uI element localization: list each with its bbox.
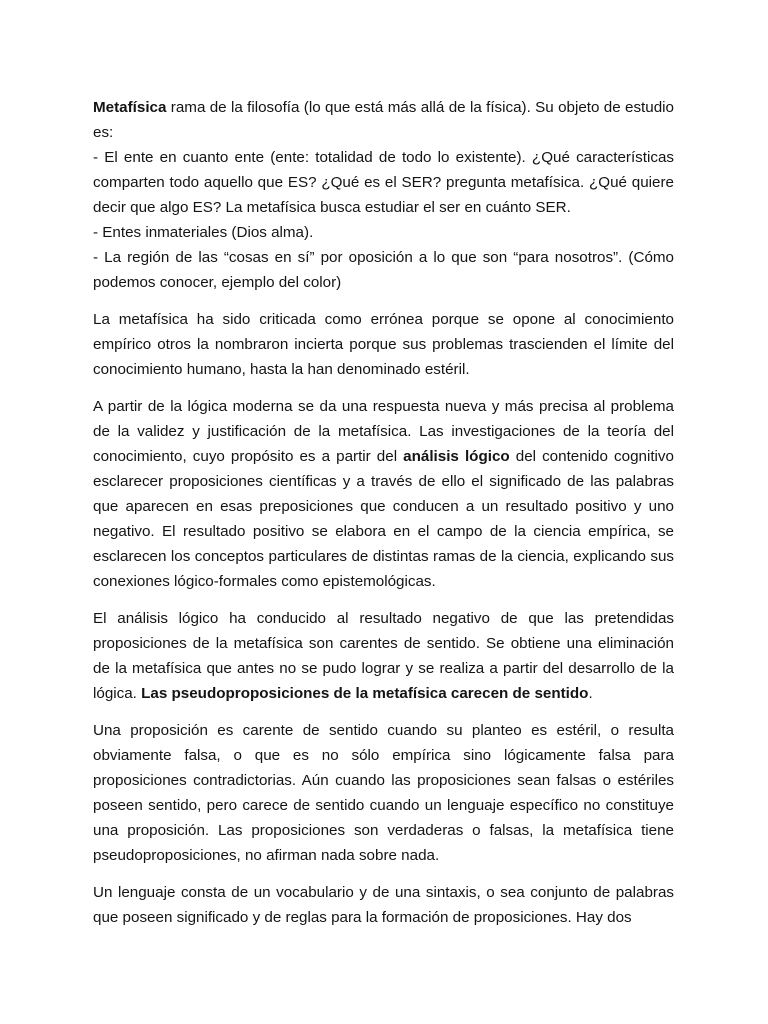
paragraph-3: [93, 394, 674, 594]
bold-text: Metafísica: [93, 99, 167, 116]
list-line: - El ente en cuanto ente (ente: totalidad de todo lo existente). ¿Qué características comparten todo aquello que ES? ¿Qué es el SER? pregunta metafísica. ¿Qué quiere decir que algo ES? La metafísica busca estudiar el ser en cuánto SER.: [93, 149, 674, 216]
paragraph-4: [93, 606, 674, 706]
bold-text: Las pseudoproposiciones de la metafísica carecen de sentido: [141, 685, 589, 702]
list-line: - La región de las “cosas en sí” por oposición a lo que son “para nosotros”. (Cómo podemos conocer, ejemplo del color): [93, 249, 674, 291]
text-run: Una proposición es carente de sentido cuando su planteo es estéril, o resulta obviamente falsa, o que es no sólo empírica sino lógicamente falsa para proposiciones contradictorias. Aún cuando las proposiciones sean falsas o estériles poseen sentido, pero carece de sentido cuando un lenguaje específico no constituye una proposición. Las proposiciones son verdaderas o falsas, la metafísica tiene pseudoproposiciones, no afirman nada sobre nada.: [93, 722, 674, 864]
list-line: - Entes inmateriales (Dios alma).: [93, 224, 314, 241]
text-run: Un lenguaje consta de un vocabulario y de una sintaxis, o sea conjunto de palabras que poseen significado y de reglas para la formación de proposiciones. Hay dos: [93, 884, 674, 926]
document-page: [93, 95, 674, 942]
text-run: La metafísica ha sido criticada como errónea porque se opone al conocimiento empírico otros la nombraron incierta porque sus problemas trascienden el límite del conocimiento humano, hasta la han denominado estéril.: [93, 311, 674, 378]
paragraph-6: [93, 880, 674, 930]
paragraph-5: [93, 718, 674, 868]
text-run: A partir de la lógica moderna se da una respuesta nueva y más precisa al problema de la validez y justificación de la metafísica. Las investigaciones de la teoría del conocimiento, cuyo propósito es a partir del: [93, 398, 674, 465]
text-run: del contenido cognitivo esclarecer proposiciones científicas y a través de ello el significado de las palabras que aparecen en esas preposiciones que conducen a un resultado positivo y uno negativo. El resultado positivo se elabora en el campo de la ciencia empírica, se esclarecen los conceptos particulares de distintas ramas de la ciencia, explicando sus conexiones lógico-formales como epistemológicas.: [93, 448, 674, 590]
text-run: El análisis lógico ha conducido al resultado negativo de que las pretendidas proposiciones de la metafísica son carentes de sentido. Se obtiene una eliminación de la metafísica que antes no se pudo lograr y se realiza a partir del desarrollo de la lógica.: [93, 610, 674, 702]
text-run: .: [588, 685, 593, 702]
bold-text: análisis lógico: [403, 448, 510, 465]
text-run: rama de la filosofía (lo que está más allá de la física). Su objeto de estudio es:: [93, 99, 674, 141]
paragraph-2: [93, 307, 674, 382]
paragraph-1: [93, 95, 674, 295]
